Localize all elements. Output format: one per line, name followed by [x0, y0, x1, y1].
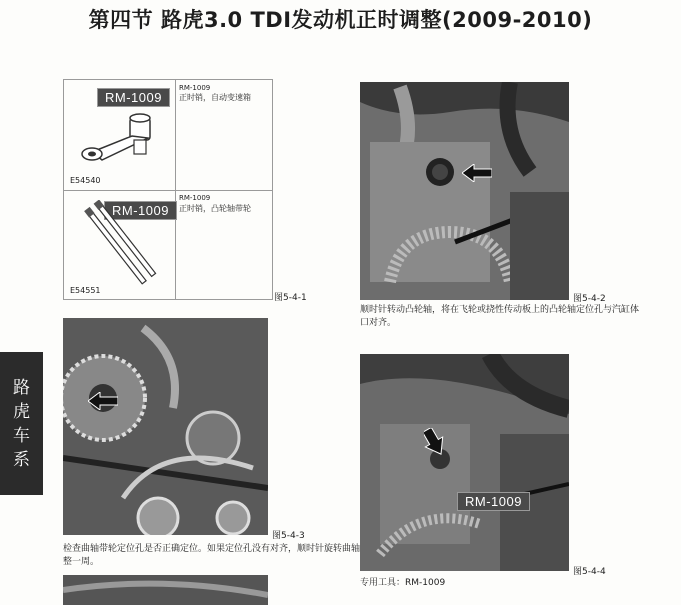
timing-pin-gearbox-illustration [72, 108, 172, 168]
tool-part-number: E54551 [70, 286, 101, 295]
tool-code: RM-1009 [179, 194, 211, 202]
side-tab-char: 车 [13, 425, 30, 446]
special-tools-table [63, 79, 273, 300]
figure-caption: 图5-4-4 [573, 567, 606, 577]
side-tab-char: 系 [13, 449, 30, 470]
tool-description: 正时销，凸轮轴带轮 [179, 204, 251, 213]
step-description: 检查曲轴带轮定位孔是否正确定位。如果定位孔没有对齐，顺时针旋转曲轴整一周。 [63, 544, 361, 567]
arrow-indicator-icon [462, 164, 492, 182]
engine-photo-illustration [360, 354, 569, 571]
tool-description: 正时销，自动变速箱 [179, 93, 251, 102]
tool-code: RM-1009 [179, 84, 211, 92]
special-tool-note: 专用工具：RM-1009 [360, 578, 446, 588]
engine-photo-partial [63, 575, 268, 605]
engine-photo-flywheel [360, 82, 569, 300]
arrow-indicator-icon [424, 428, 444, 456]
tool-part-number: E54540 [70, 176, 101, 185]
figure-caption: 图5-4-1 [274, 293, 307, 303]
side-tab-char: 虎 [13, 401, 30, 422]
engine-photo-illustration [63, 575, 268, 605]
engine-photo-illustration [63, 318, 268, 535]
side-tab-char: 路 [13, 377, 30, 398]
tool-badge: RM-1009 [457, 492, 530, 511]
engine-photo-timing-pin [360, 354, 569, 571]
engine-photo-illustration [360, 82, 569, 300]
chapter-side-tab [0, 352, 43, 495]
step-description: 顺时针转动凸轮轴，将在飞轮或挠性传动板上的凸轮轴定位孔与汽缸体口对齐。 [360, 305, 640, 328]
engine-photo-crankshaft [63, 318, 268, 535]
figure-caption: 图5-4-3 [272, 531, 305, 541]
tool-badge: RM-1009 [97, 88, 170, 107]
figure-caption: 图5-4-2 [573, 294, 606, 304]
page-title: 第四节 路虎3.0 TDI发动机正时调整(2009-2010) [88, 8, 593, 32]
tool-badge: RM-1009 [104, 201, 177, 220]
table-divider [175, 80, 176, 299]
arrow-indicator-icon [88, 392, 118, 410]
table-divider [64, 190, 272, 191]
timing-pin-camshaft-illustration [72, 200, 172, 290]
